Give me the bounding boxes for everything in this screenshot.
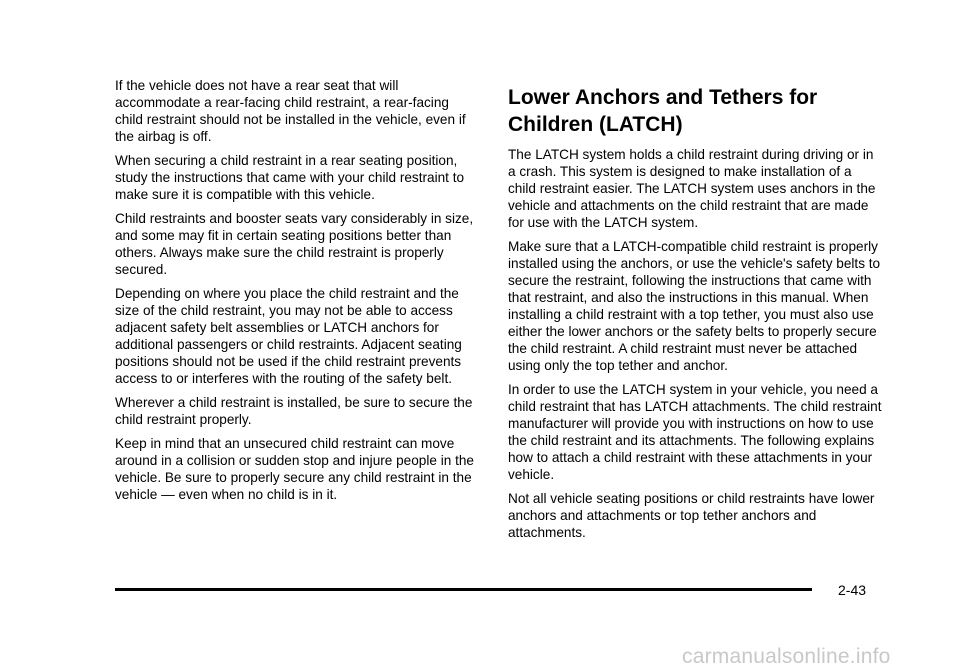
paragraph: In order to use the LATCH system in your vehicle, you need a child restraint that has LATCH attachments. The child restraint manufacturer will provide you with instructions on how to use the child restraint and its attachments. The following explains how to attach a child restraint with these attachments in your vehicle. [508, 382, 882, 482]
left-column [115, 77, 477, 510]
right-column [508, 84, 883, 548]
paragraph: If the vehicle does not have a rear seat that will accommodate a rear-facing child restraint, a rear-facing child restraint should not be installed in the vehicle, even if the airbag is off. [115, 78, 466, 144]
paragraph: When securing a child restraint in a rear seating position, study the instructions that came with your child restraint to make sure it is compatible with this vehicle. [115, 153, 465, 202]
watermark: carmanualsonline.info [682, 645, 891, 668]
paragraph: Make sure that a LATCH-compatible child restraint is properly installed using the anchors, or use the vehicle's safety belts to secure the restraint, following the instructions that came with that restraint, and also the instructions in this manual. When installing a child restraint with a top tether, you must also use either the lower anchors or the safety belts to properly secure the child restraint. A child restraint must never be attached using only the top tether and anchor. [508, 239, 881, 373]
paragraph: Depending on where you place the child restraint and the size of the child restraint, you may not be able to access adjacent safety belt assemblies or LATCH anchors for additional passengers or child restraints. Adjacent seating positions should not be used if the child restraint prevents access to or interferes with the routing of the safety belt. [115, 286, 462, 386]
footer-rule [115, 588, 812, 591]
page-number: 2-43 [838, 582, 867, 598]
paragraph: Not all vehicle seating positions or child restraints have lower anchors and attachments or top tether anchors and attachments. [508, 491, 875, 540]
paragraph: Child restraints and booster seats vary considerably in size, and some may fit in certain seating positions better than others. Always make sure the child restraint is properly secured. [115, 211, 474, 277]
paragraph: Keep in mind that an unsecured child restraint can move around in a collision or sudden stop and injure people in the vehicle. Be sure to properly secure any child restraint in the vehicle — even when no child is in it. [115, 436, 474, 502]
section-heading: Lower Anchors and Tethers for Children (LATCH) [508, 86, 818, 136]
paragraph: The LATCH system holds a child restraint during driving or in a crash. This system is designed to make installation of a child restraint easier. The LATCH system uses anchors in the vehicle and attachments on the child restraint that are made for use with the LATCH system. [508, 147, 876, 230]
paragraph: Wherever a child restraint is installed, be sure to secure the child restraint properly. [115, 395, 473, 427]
